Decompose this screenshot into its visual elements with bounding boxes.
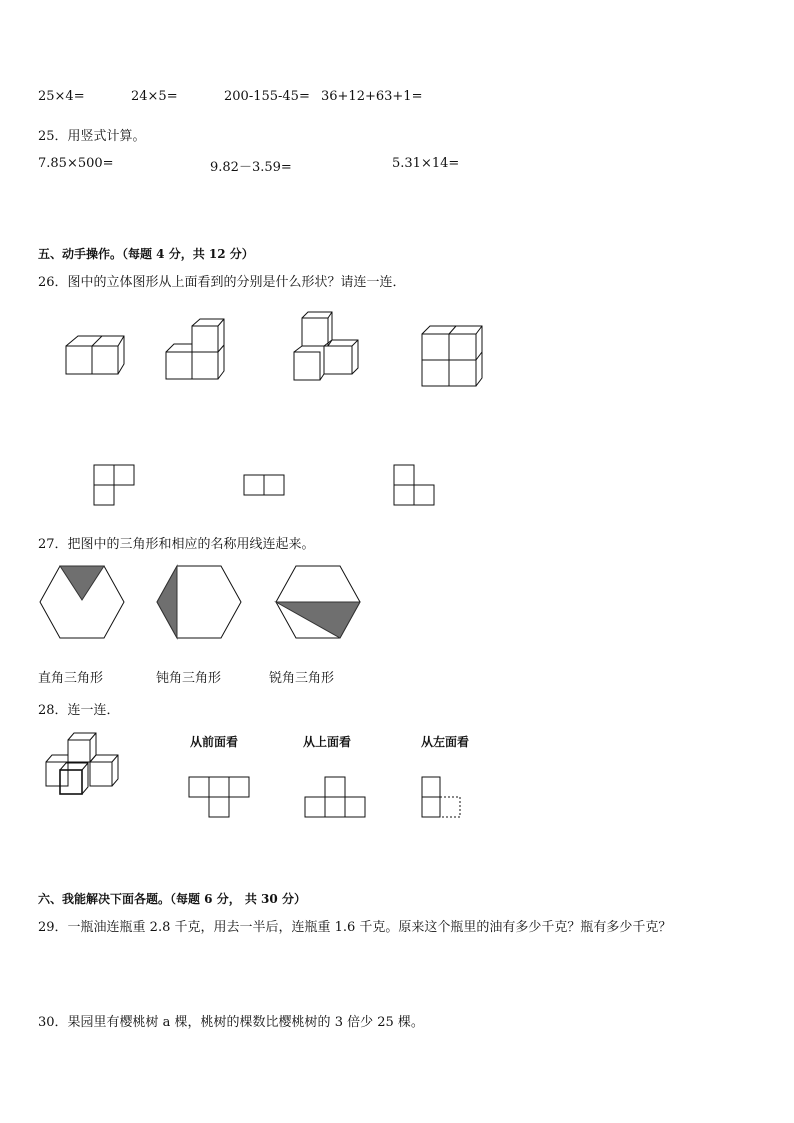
- q24-item-1: 25×4=: [38, 89, 85, 104]
- q27-label-obtuse-triangle: 钝角三角形: [156, 671, 222, 686]
- hexagon-figure-2: [155, 564, 245, 642]
- q25-item-3: 5.31×14=: [392, 156, 460, 171]
- q25-title: 25．用竖式计算。: [38, 129, 146, 144]
- q29-text: 29．一瓶油连瓶重 2.8 千克，用去一半后，连瓶重 1.6 千克。原来这个瓶里的油有多少千克？瓶有多少千克？: [38, 920, 672, 935]
- section-5-title: 五、动手操作。（每题 4 分，共 12 分）: [38, 247, 254, 261]
- q28-front-view-figure: [188, 776, 253, 821]
- q28-solid-figure: [42, 730, 132, 800]
- q28-left-view-figure: [421, 776, 466, 821]
- q24-item-3: 200-155-45=: [224, 89, 310, 104]
- q27-title: 27．把图中的三角形和相应的名称用线连起来。: [38, 537, 315, 552]
- view-l-shape-2-figure: [393, 464, 438, 509]
- q28-top-view-figure: [304, 776, 369, 821]
- solid-a-figure: [60, 330, 130, 380]
- view-l-shape-figure: [93, 464, 138, 509]
- view-two-squares-figure: [243, 474, 288, 499]
- q27-label-right-triangle: 直角三角形: [38, 671, 104, 686]
- section-6-title: 六、我能解决下面各题。（每题 6 分， 共 30 分）: [38, 892, 306, 906]
- solid-d-figure: [418, 322, 488, 388]
- q27-label-acute-triangle: 锐角三角形: [269, 671, 335, 686]
- q28-label-top-view: 从上面看: [303, 735, 352, 749]
- q26-title: 26．图中的立体图形从上面看到的分别是什么形状？请连一连．: [38, 275, 406, 290]
- q30-text: 30．果园里有樱桃树 a 棵，桃树的棵数比樱桃树的 3 倍少 25 棵。: [38, 1015, 424, 1030]
- q24-item-2: 24×5=: [131, 89, 178, 104]
- q24-item-4: 36+12+63+1=: [321, 89, 423, 104]
- hexagon-figure-1: [38, 564, 128, 642]
- q28-title: 28．连一连．: [38, 703, 120, 718]
- q25-item-1: 7.85×500=: [38, 156, 114, 171]
- solid-c-figure: [288, 312, 368, 384]
- q25-item-2: 9.82－3.59=: [210, 160, 292, 175]
- hexagon-figure-3: [274, 564, 364, 642]
- q28-label-front-view: 从前面看: [190, 735, 239, 749]
- solid-b-figure: [160, 318, 230, 383]
- q28-label-left-view: 从左面看: [421, 735, 470, 749]
